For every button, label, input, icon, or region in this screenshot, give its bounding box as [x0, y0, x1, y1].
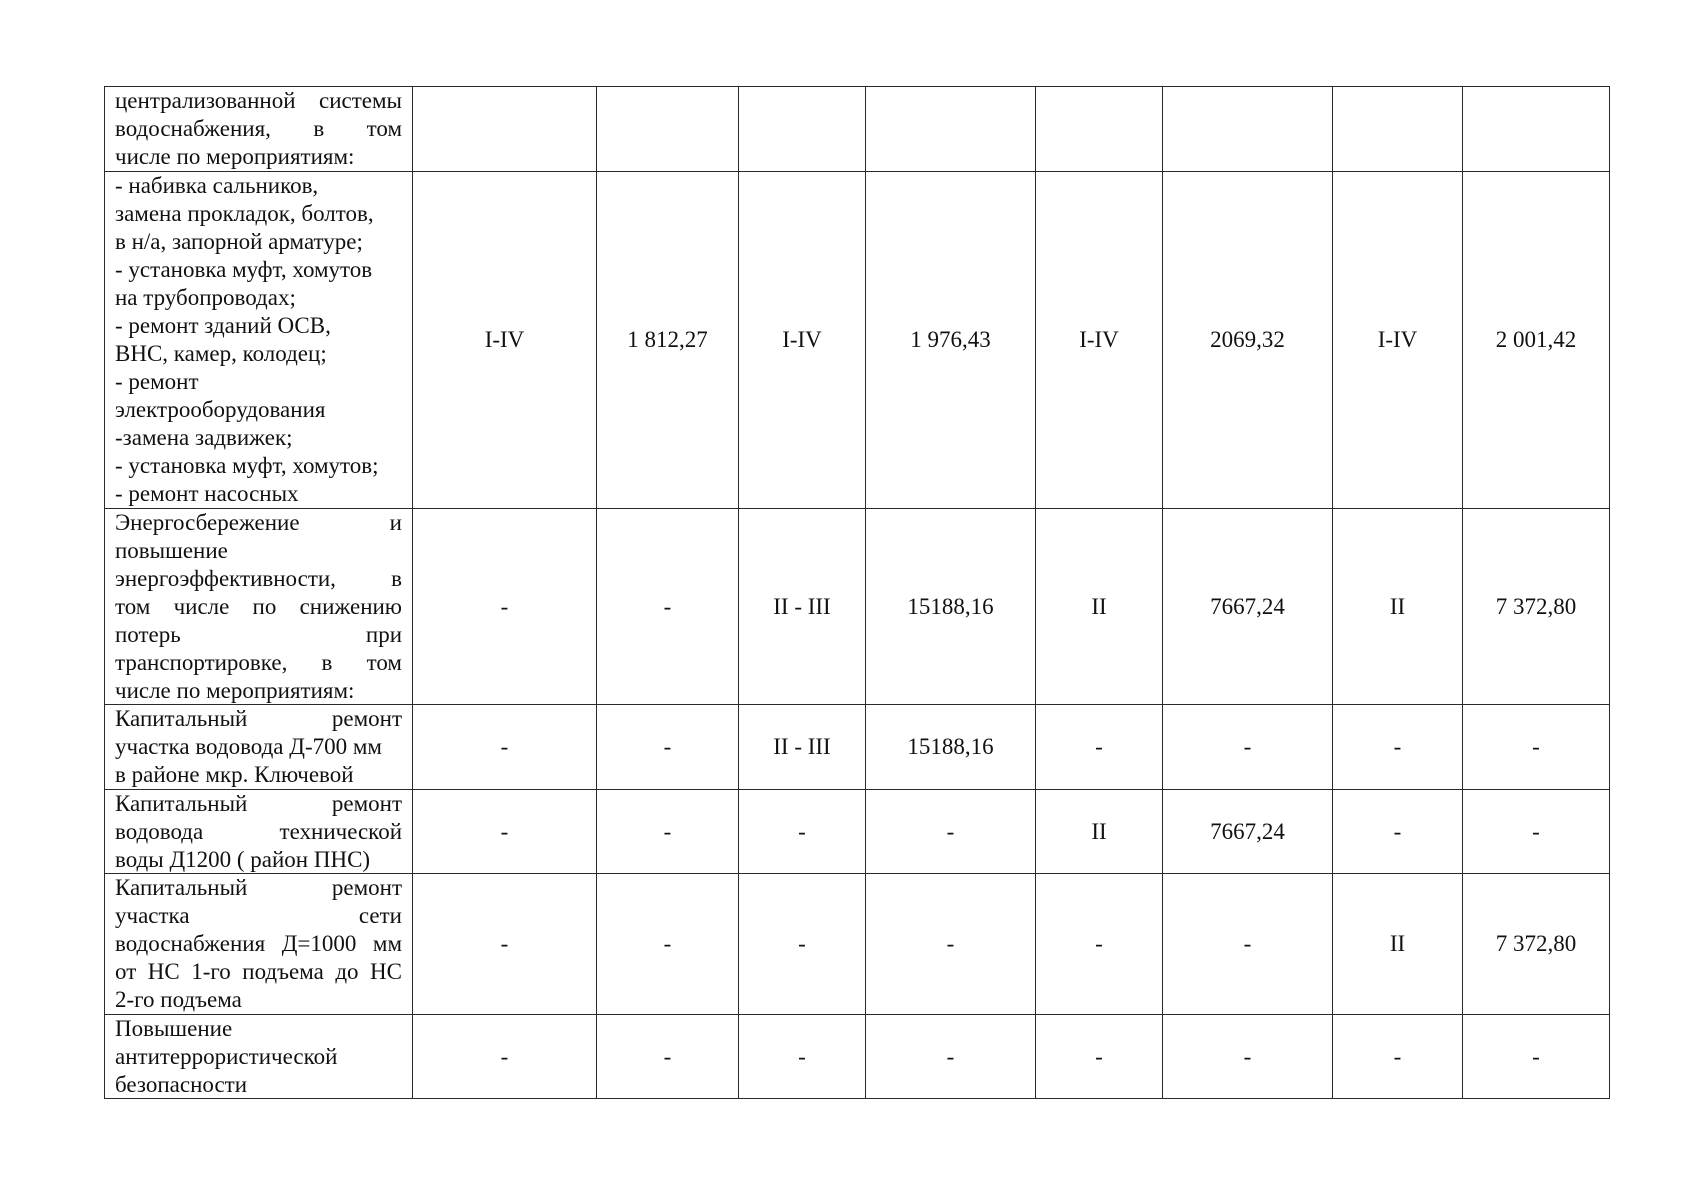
- description-line: водовода технической: [115, 819, 402, 844]
- amount-cell: -: [1463, 790, 1610, 874]
- amount-cell: 1 976,43: [866, 172, 1036, 509]
- period-cell: -: [1333, 1015, 1463, 1099]
- description-line: - установка муфт, хомутов: [115, 257, 373, 282]
- description-line: Капитальный ремонт: [115, 791, 402, 816]
- amount-cell: 7 372,80: [1463, 509, 1610, 705]
- description-line: Энергосбережение и: [115, 510, 402, 535]
- row-description: [105, 509, 413, 705]
- period-cell: II - III: [739, 705, 866, 790]
- amount-cell: 1 812,27: [597, 172, 739, 509]
- amount-cell: -: [1463, 705, 1610, 790]
- period-cell: I-IV: [413, 172, 597, 509]
- description-line: централизованной системы: [115, 88, 402, 113]
- amount-cell: -: [1463, 1015, 1610, 1099]
- description-line: -замена задвижек;: [115, 425, 293, 450]
- amount-cell: [1463, 87, 1610, 172]
- description-line: электрооборудования: [115, 397, 326, 422]
- description-line: водоснабжения, в том: [115, 116, 402, 141]
- period-cell: I-IV: [739, 172, 866, 509]
- period-cell: -: [413, 790, 597, 874]
- period-cell: -: [1333, 705, 1463, 790]
- amount-cell: 7667,24: [1163, 790, 1333, 874]
- period-cell: -: [1036, 1015, 1163, 1099]
- period-cell: II: [1333, 874, 1463, 1015]
- period-cell: -: [1333, 790, 1463, 874]
- period-cell: II: [1333, 509, 1463, 705]
- description-line: водоснабжения Д=1000 мм: [115, 931, 402, 956]
- row-description: [105, 705, 413, 790]
- description-line: в н/а, запорной арматуре;: [115, 229, 363, 254]
- amount-cell: -: [866, 1015, 1036, 1099]
- period-cell: [1036, 87, 1163, 172]
- description-line: 2-го подъема: [115, 987, 242, 1012]
- row-description: [105, 87, 413, 172]
- period-cell: [413, 87, 597, 172]
- description-line: повышение: [115, 538, 228, 563]
- period-cell: -: [413, 1015, 597, 1099]
- description-line: участка водовода Д-700 мм: [115, 734, 382, 759]
- table-row: [105, 87, 1610, 172]
- description-line: замена прокладок, болтов,: [115, 201, 374, 226]
- amount-cell: -: [1163, 705, 1333, 790]
- period-cell: -: [739, 1015, 866, 1099]
- table-row: [105, 874, 1610, 1015]
- table-body: [105, 87, 1610, 1099]
- description-line: Капитальный ремонт: [115, 875, 402, 900]
- period-cell: -: [413, 874, 597, 1015]
- row-description: [105, 874, 413, 1015]
- description-line: безопасности: [115, 1072, 248, 1097]
- amount-cell: -: [1163, 1015, 1333, 1099]
- table-row: [105, 1015, 1610, 1099]
- row-description: [105, 172, 413, 509]
- table-row: [105, 509, 1610, 705]
- amount-cell: 15188,16: [866, 509, 1036, 705]
- amount-cell: -: [1163, 874, 1333, 1015]
- period-cell: II: [1036, 790, 1163, 874]
- description-line: на трубопроводах;: [115, 285, 296, 310]
- measures-table: [104, 86, 1610, 1099]
- description-line: от НС 1-го подъема до НС: [115, 959, 402, 984]
- description-line: энергоэффективности, в: [115, 566, 402, 591]
- amount-cell: -: [597, 1015, 739, 1099]
- description-line: транспортировке, в том: [115, 650, 402, 675]
- description-line: Повышение: [115, 1016, 233, 1041]
- amount-cell: [597, 87, 739, 172]
- table-row: [105, 172, 1610, 509]
- description-line: - ремонт: [115, 369, 199, 394]
- amount-cell: [866, 87, 1036, 172]
- period-cell: II: [1036, 509, 1163, 705]
- period-cell: [739, 87, 866, 172]
- amount-cell: -: [597, 509, 739, 705]
- period-cell: I-IV: [1036, 172, 1163, 509]
- period-cell: II - III: [739, 509, 866, 705]
- description-line: том числе по снижению: [115, 594, 402, 619]
- description-line: - ремонт зданий ОСВ,: [115, 313, 331, 338]
- table-row: [105, 705, 1610, 790]
- table-row: [105, 790, 1610, 874]
- description-line: числе по мероприятиям:: [115, 678, 355, 703]
- period-cell: -: [739, 874, 866, 1015]
- description-line: числе по мероприятиям:: [115, 144, 355, 169]
- amount-cell: [1163, 87, 1333, 172]
- description-line: воды Д1200 ( район ПНС): [115, 847, 371, 872]
- period-cell: -: [1036, 874, 1163, 1015]
- description-line: - набивка сальников,: [115, 173, 319, 198]
- description-line: Капитальный ремонт: [115, 706, 402, 731]
- period-cell: -: [413, 509, 597, 705]
- period-cell: I-IV: [1333, 172, 1463, 509]
- amount-cell: 2 001,42: [1463, 172, 1610, 509]
- amount-cell: 7 372,80: [1463, 874, 1610, 1015]
- description-line: антитеррористической: [115, 1044, 338, 1069]
- row-description: [105, 1015, 413, 1099]
- description-line: - установка муфт, хомутов;: [115, 453, 379, 478]
- period-cell: -: [413, 705, 597, 790]
- amount-cell: -: [597, 790, 739, 874]
- description-line: - ремонт насосных: [115, 481, 299, 506]
- description-line: потерь при: [115, 622, 402, 647]
- amount-cell: 7667,24: [1163, 509, 1333, 705]
- description-line: в районе мкр. Ключевой: [115, 762, 354, 787]
- amount-cell: -: [597, 705, 739, 790]
- period-cell: -: [739, 790, 866, 874]
- period-cell: -: [1036, 705, 1163, 790]
- amount-cell: 15188,16: [866, 705, 1036, 790]
- period-cell: [1333, 87, 1463, 172]
- amount-cell: -: [597, 874, 739, 1015]
- row-description: [105, 790, 413, 874]
- amount-cell: -: [866, 790, 1036, 874]
- description-line: участка сети: [115, 903, 402, 928]
- description-line: ВНС, камер, колодец;: [115, 341, 327, 366]
- amount-cell: 2069,32: [1163, 172, 1333, 509]
- amount-cell: -: [866, 874, 1036, 1015]
